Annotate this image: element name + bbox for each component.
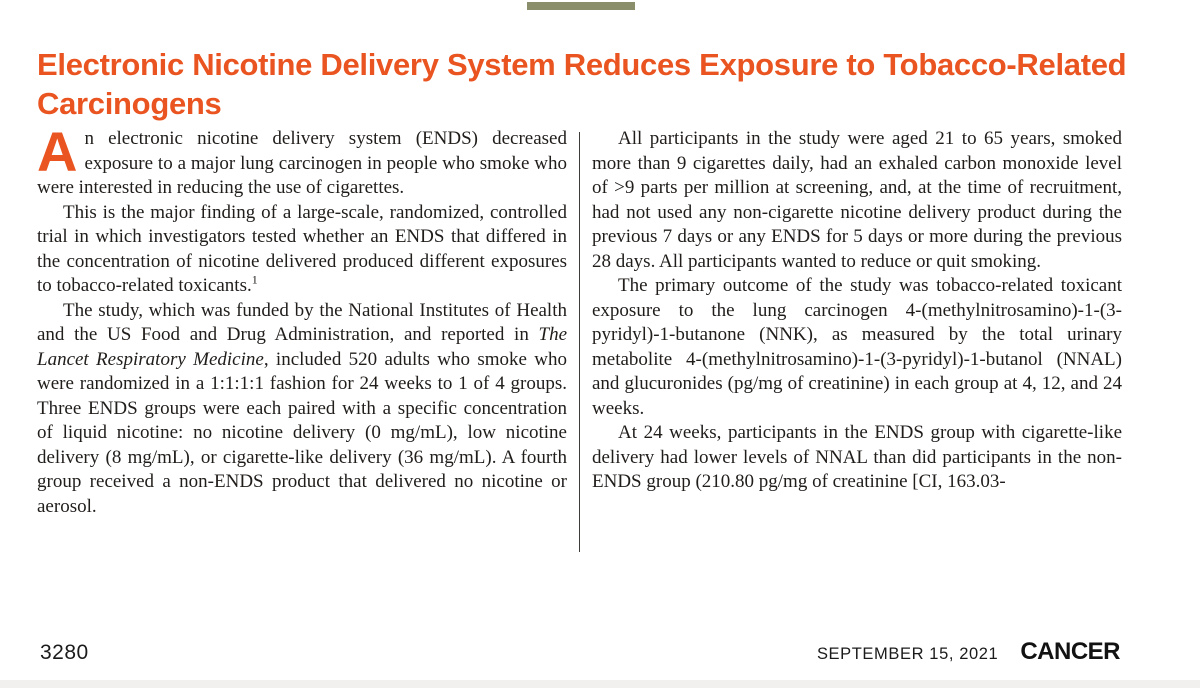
paragraph-2-text: This is the major finding of a large-scale, randomized, controlled trial in which investigators tested whether an ENDS that differed in the concentration of nicotine delivered produced different exposures to tobacco-related toxicants. xyxy=(37,201,567,296)
drop-cap: A xyxy=(37,120,78,183)
paragraph-2 xyxy=(37,201,567,299)
cancer-journal-logo: CANCER xyxy=(1020,638,1120,665)
paragraph-6-text: At 24 weeks, participants in the ENDS group with cigarette-like delivery had lower levels of NNAL than did participants in the non-ENDS group (210.80 pg/mg of creatinine [CI, 163.03- xyxy=(592,422,1122,492)
article-headline: Electronic Nicotine Delivery System Reduces Exposure to Tobacco-Related Carcinogens xyxy=(37,46,1127,121)
top-section-rule xyxy=(527,2,635,10)
paragraph-6 xyxy=(592,421,1122,495)
journal-name-italic: The Lancet Respiratory Medicine xyxy=(37,324,567,370)
paragraph-5-text: The primary outcome of the study was tobacco-related toxicant exposure to the lung carcinogen 4-(methylnitrosamino)-1-(3-pyridyl)-1-butanone (NNK), as measured by the total urinary metabolite 4-(methylnitrosamino)-1-(3-pyridyl)-1-butanol (NNAL) and glucuronides (pg/mg of creatinine) in each group at 4, 12, and 24 weeks. xyxy=(592,275,1122,419)
left-column xyxy=(37,120,568,552)
page-number: 3280 xyxy=(40,641,89,664)
issue-date: SEPTEMBER 15, 2021 xyxy=(816,645,999,663)
paragraph-5 xyxy=(592,274,1122,421)
paragraph-4 xyxy=(592,127,1122,274)
paragraph-3 xyxy=(37,299,567,520)
right-column xyxy=(592,127,1122,552)
footnote-reference-1: 1 xyxy=(251,272,258,287)
bottom-page-edge xyxy=(0,680,1200,688)
paragraph-1 xyxy=(37,120,567,201)
paragraph-1-text: n electronic nicotine delivery system (ENDS) decreased exposure to a major lung carcinogen in people who smoke who were interested in reducing the use of cigarettes. xyxy=(37,128,567,198)
article-body xyxy=(37,120,1122,552)
footer-right xyxy=(817,638,1120,666)
column-divider-rule xyxy=(579,132,580,552)
paragraph-3-text-after: , included 520 adults who smoke who were randomized in a 1:1:1:1 fashion for 24 weeks to 1 of 4 groups. Three ENDS groups were each paired with a specific concentration of liquid nicotine: no nicotine delivery (0 mg/mL), low nicotine delivery (8 mg/mL), or cigarette-like delivery (36 mg/mL). A fourth group received a non-ENDS product that delivered no nicotine or aerosol. xyxy=(37,348,568,517)
paragraph-4-text: All participants in the study were aged 21 to 65 years, smoked more than 9 cigarettes daily, had an exhaled carbon monoxide level of >9 parts per million at screening, and, at the time of recruitment, had not used any non-cigarette nicotine delivery product during the previous 7 days or any ENDS for 5 days or more during the previous 28 days. All participants wanted to reduce or quit smoking. xyxy=(592,128,1122,272)
paragraph-3-text-before: The study, which was funded by the National Institutes of Health and the US Food and Drug Administration, and reported in xyxy=(37,299,567,345)
